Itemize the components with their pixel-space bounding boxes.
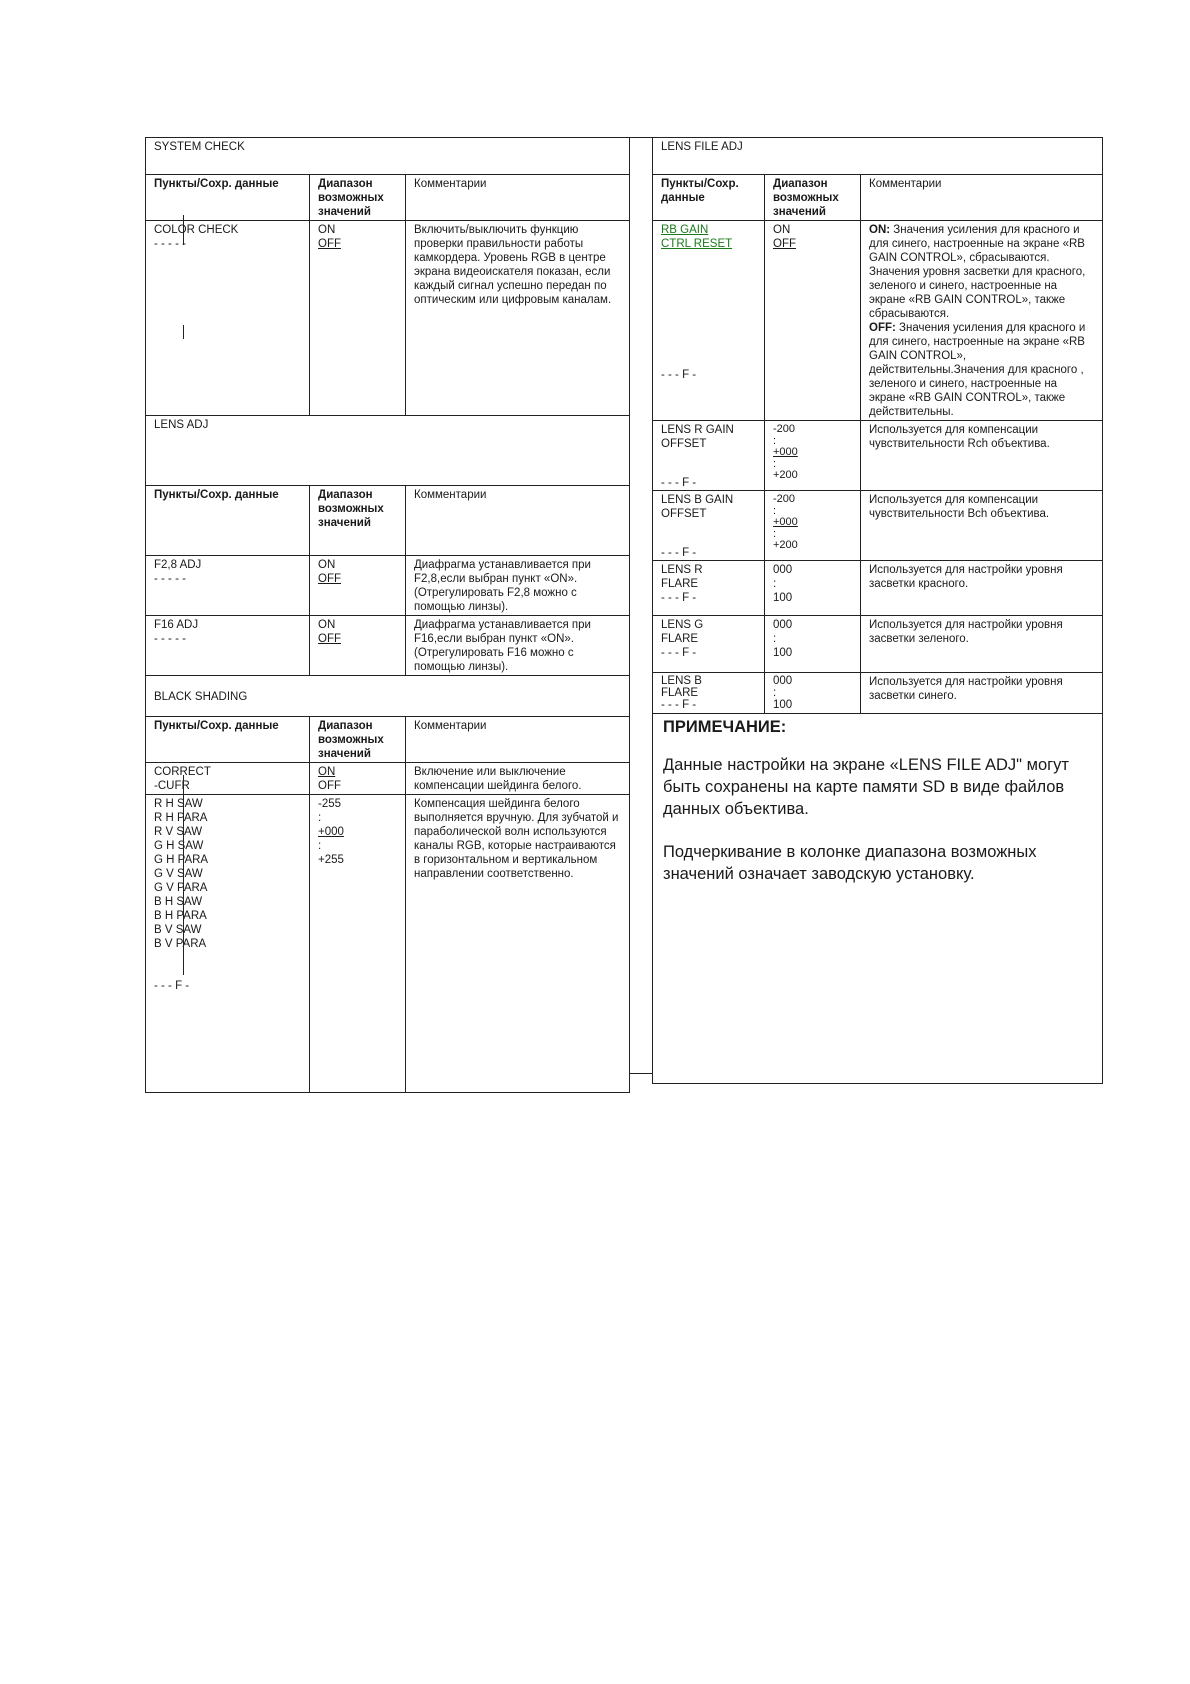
list-item: G H SAW [154,840,204,852]
item-f16-adj: F16 ADJ - - - - - [146,616,310,676]
column-gap [629,137,652,1074]
item-lens-r-gain-offset: LENS R GAIN OFFSET - - - F - [653,421,765,491]
right-column [652,137,1102,1074]
comment-f16-adj: Диафрагма устанавливается при F16,если выбран пункт «ON». (Отрегулировать F16 можно с помощью линзы). [406,616,630,676]
range-lens-r-flare: 000 : 100 [765,561,861,616]
header-comments: Комментарии [861,175,1103,221]
header-items: Пункты/Сохр. данные [146,175,310,221]
header-range: Диапазон возможных значений [310,717,406,763]
section-title-black-shading: BLACK SHADING [146,676,630,717]
header-comments: Комментарии [406,717,630,763]
note-title: ПРИМЕЧАНИЕ: [663,718,787,736]
range-f16-adj: ON OFF [310,616,406,676]
left-table [145,137,630,1093]
scan-mark [183,775,184,975]
item-rb-gain-ctrl-reset: RB GAIN CTRL RESET - - - F - [653,221,765,421]
comment-rb-gain: ON: Значения усиления для красного и для синего, настроенные на экране «RB GAIN CONTROL», сбрасываются. Значения уровня засветки для красного, зеленого и синего, настроенные на экране «RB GAIN CONTROL», также сбрасываются. OFF: Значения усиления для красного и для синего, настроенные на экране «RB GAIN CONTROL», действительны.Значения для красного , зеленого и синего, настроенные на экране «RB GAIN CONTROL», также действительны. [861,221,1103,421]
list-item: G V SAW [154,868,203,880]
range-lens-b-flare: 000 : 100 [765,673,861,714]
item-f28-adj: F2,8 ADJ - - - - - [146,556,310,616]
item-saw-para-list: R H SAW R H PARA R V SAW G H SAW G H PARA G V SAW G V PARA B H SAW B H PARA B V SAW B V PARA - - - F - [146,795,310,1093]
comment-color-check: Включить/выключить функцию проверки правильности работы камкордера. Уровень RGB в центре экрана видеоискателя показан, если каждый сигнал успешно передан по оптическим или цифровым каналам. [406,221,630,416]
list-item: B V PARA [154,938,207,950]
header-items: Пункты/Сохр. данные [653,175,765,221]
header-range: Диапазон возможных значений [310,486,406,556]
list-item: R H PARA [154,812,208,824]
left-column [145,137,629,1074]
range-lens-g-flare: 000 : 100 [765,616,861,673]
header-items: Пункты/Сохр. данные [146,717,310,763]
comment-saw-para: Компенсация шейдинга белого выполняется вручную. Для зубчатой и параболической волн используются каналы RGB, которые настраиваются в горизонтальном и вертикальном направлении соответственно. [406,795,630,1093]
comment-lens-r-flare: Используется для настройки уровня засветки красного. [861,561,1103,616]
comment-lens-g-flare: Используется для настройки уровня засветки зеленого. [861,616,1103,673]
list-item: B V SAW [154,924,202,936]
range-lens-b-gain: -200 : +000 : +200 [765,491,861,561]
range-color-check: ON OFF [310,221,406,416]
header-comments: Комментарии [406,486,630,556]
comment-correct-cufr: Включение или выключение компенсации шейдинга белого. [406,763,630,795]
list-item: B H SAW [154,896,203,908]
note-box [653,714,1103,1084]
note-paragraph-1: Данные настройки на экране «LENS FILE ADJ" могут быть сохранены на карте памяти SD в виде файлов данных объектива. [663,756,1069,818]
section-title-system-check: SYSTEM CHECK [146,138,630,175]
header-range: Диапазон возможных значений [310,175,406,221]
header-range: Диапазон возможных значений [765,175,861,221]
list-item: G V PARA [154,882,208,894]
scan-mark [183,325,184,339]
right-table [652,137,1103,1084]
list-item: R H SAW [154,798,203,810]
comment-lens-b-gain: Используется для компенсации чувствительности Bch объектива. [861,491,1103,561]
list-item: G H PARA [154,854,209,866]
item-lens-r-flare: LENS R FLARE - - - F - [653,561,765,616]
range-saw-para: -255 : +000 : +255 [310,795,406,1093]
item-lens-b-gain-offset: LENS B GAIN OFFSET - - - F - [653,491,765,561]
comment-lens-r-gain: Используется для компенсации чувствительности Rch объектива. [861,421,1103,491]
item-correct-cufr: CORRECT -CUFR [146,763,310,795]
comment-f28-adj: Диафрагма устанавливается при F2,8,если выбран пункт «ON». (Отрегулировать F2,8 можно с помощью линзы). [406,556,630,616]
header-items: Пункты/Сохр. данные [146,486,310,556]
scan-mark [183,215,184,245]
section-title-lens-adj: LENS ADJ [146,416,630,486]
range-rb-gain: ON OFF [765,221,861,421]
comment-lens-b-flare: Используется для настройки уровня засветки синего. [861,673,1103,714]
range-lens-r-gain: -200 : +000 : +200 [765,421,861,491]
note-paragraph-2: Подчеркивание в колонке диапазона возможных значений означает заводскую установку. [663,843,1037,883]
list-item: R V SAW [154,826,203,838]
range-correct-cufr: ON OFF [310,763,406,795]
section-title-lens-file-adj: LENS FILE ADJ [653,138,1103,175]
item-lens-g-flare: LENS G FLARE - - - F - [653,616,765,673]
item-lens-b-flare: LENS B FLARE - - - F - [653,673,765,714]
list-item: B H PARA [154,910,207,922]
item-color-check: COLOR CHECK - - - - - [146,221,310,416]
header-comments: Комментарии [406,175,630,221]
range-f28-adj: ON OFF [310,556,406,616]
